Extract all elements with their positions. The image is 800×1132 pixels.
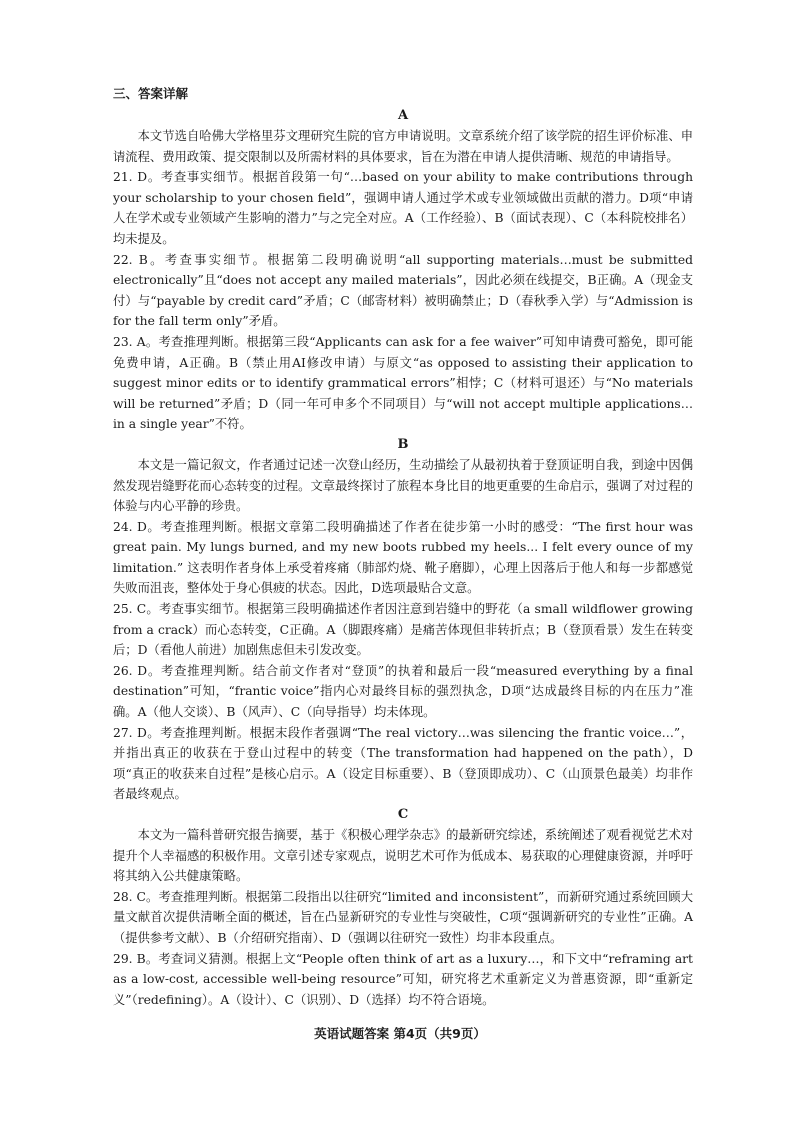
answer-explanation: 21. D。考查事实细节。根据首段第一句“…based on your ability to make contributions through your scholarship to your chosen field”，强调申请人通过学术或专业领域做出贡献的潜力。D项“申请人在学术或专业领域产生影响的潜力”与之完全对应。A（工作经验）、B（面试表现）、C（本科院校排名）均未提及。 <box>113 170 693 246</box>
answer-explanation: 28. C。考查推理判断。根据第二段指出以往研究“limited and inconsistent”，而新研究通过系统回顾大量文献首次提供清晰全面的概述，旨在凸显新研究的专业性与突破性，C项“强调新研究的专业性”正确。A（提供参考文献）、B（介绍研究指南）、D（强调以往研究一致性）均非本段重点。 <box>113 889 693 945</box>
passage-letter: A <box>397 108 409 123</box>
page-content <box>113 84 693 1010</box>
answer-explanation: 23. A。考查推理判断。根据第三段“Applicants can ask for a fee waiver”可知申请费可豁免，即可能免费申请，A正确。B（禁止用AI修改申请）与原文“as opposed to assisting their application to suggest minor edits or to identify grammatical errors”相悖；C（材料可退还）与“No materials will be returned”矛盾；D（同一年可申多个不同项目）与“will not accept multiple applications…in a single year”不符。 <box>113 334 693 432</box>
answer-explanation: 22. B。考查事实细节。根据第二段明确说明“all supporting materials…must be submitted electronically”且“does not accept any mailed materials”，因此必须在线提交，B正确。A（现金支付）与“payable by credit card”矛盾；C（邮寄材料）被明确禁止；D（春秋季入学）与“Admission is for the fall term only”矛盾。 <box>113 252 693 329</box>
passage-c <box>113 805 693 1010</box>
passage-b <box>113 435 693 805</box>
passage-summary: 本文为一篇科普研究报告摘要，基于《积极心理学杂志》的最新研究综述，系统阐述了观看视觉艺术对提升个人幸福感的积极作用。文章引述专家观点，说明艺术可作为低成本、易获取的心理健康资源，并呼吁将其纳入公共健康策略。 <box>113 828 693 884</box>
section-heading: 三、答案详解 <box>113 86 189 101</box>
passage-a <box>113 106 693 435</box>
passage-letter: C <box>397 807 409 822</box>
passage-summary: 本文是一篇记叙文，作者通过记述一次登山经历，生动描绘了从最初执着于登顶证明自我，到途中因偶然发现岩缝野花而心态转变的过程。文章最终探讨了旅程本身比目的地更重要的生命启示，强调了对过程的体验与内心平静的珍贵。 <box>113 457 693 514</box>
answer-explanation: 25. C。考查事实细节。根据第三段明确描述作者因注意到岩缝中的野花（a small wildflower growing from a crack）而心态转变，C正确。A（脚跟疼痛）是痛苦体现但非转折点；B（登顶看景）发生在转变后；D（看他人前进）加剧焦虑但未引发改变。 <box>113 602 693 658</box>
answer-explanation: 29. B。考查词义猜测。根据上文“People often think of art as a luxury…，和下文中“reframing art as a low-cost, accessible well-being resource”可知，研究将艺术重新定义为普惠资源，即“重新定义”（redefining）。A（设计）、C（识别）、D（选择）均不符合语境。 <box>113 951 693 1007</box>
answer-explanation: 26. D。考查推理判断。结合前文作者对“登顶”的执着和最后一段“measured everything by a final destination”可知，“frantic voice”指内心对最终目标的强烈执念，D项“达成最终目标的内在压力”准确。A（他人交谈）、B（风声）、C（向导指导）均未体现。 <box>113 663 693 720</box>
page-footer: 英语试题答案 第4页（共9页） <box>314 1026 486 1041</box>
passage-summary: 本文节选自哈佛大学格里芬文理研究生院的官方申请说明。文章系统介绍了该学院的招生评价标准、申请流程、费用政策、提交限制以及所需材料的具体要求，旨在为潜在申请人提供清晰、规范的申请指导。 <box>113 129 693 164</box>
answer-explanation: 24. D。考查推理判断。根据文章第二段明确描述了作者在徒步第一小时的感受：“The first hour was great pain. My lungs burned, and my new boots rubbed my heels... I felt every ounce of my limitation.” 这表明作者身体上承受着疼痛（肺部灼烧、靴子磨脚），心理上因落后于他人和每一步都感觉失败而沮丧，整体处于身心俱疲的状态。因此，D选项最贴合文意。 <box>113 519 693 596</box>
answer-explanation: 27. D。考查推理判断。根据末段作者强调“The real victory…was silencing the frantic voice…”，并指出真正的收获在于登山过程中的转变（The transformation had happened on the path），D项“真正的收获来自过程”是核心启示。A（设定目标重要）、B（登顶即成功）、C（山顶景色最美）均非作者最终观点。 <box>113 725 693 802</box>
passage-letter: B <box>397 436 409 452</box>
